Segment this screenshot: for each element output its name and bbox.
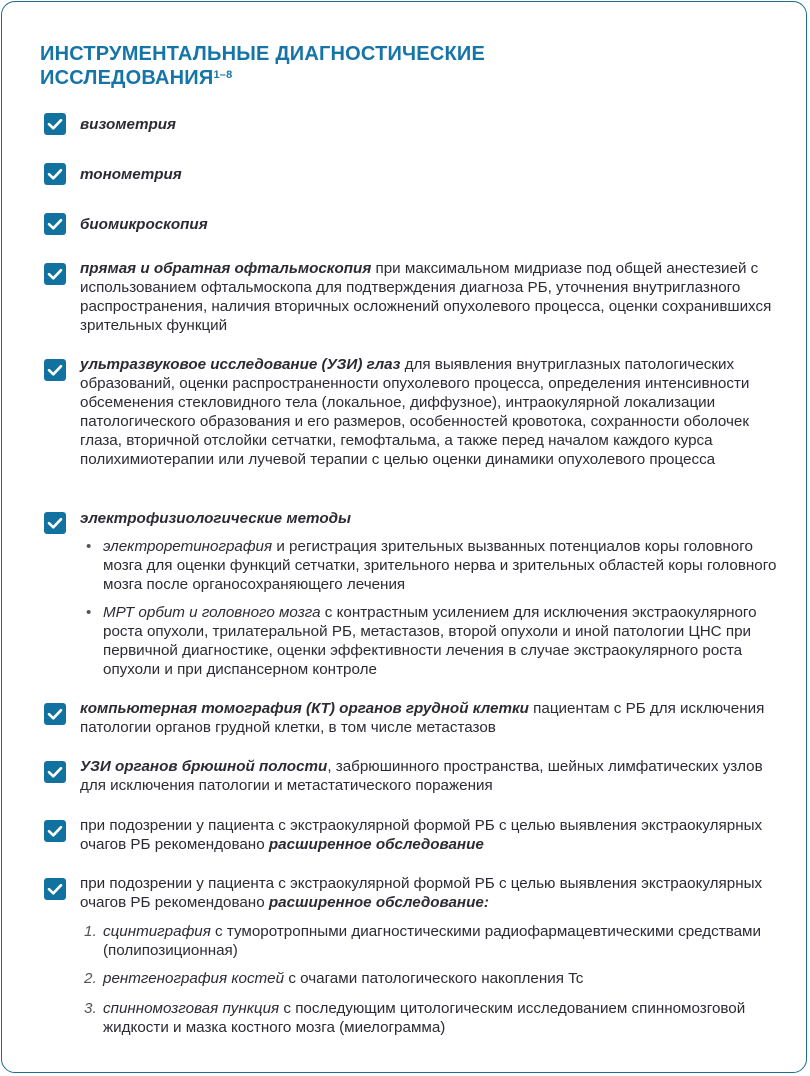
checkmark-icon [44, 263, 66, 285]
list-item-ultrasound-eye: ультразвуковое исследование (УЗИ) глаз для выявления внутриглазных патологических образований, оценки распространенности опухолевого процесса, определения интенсивности обсеменения стекловидного тела (локальное, диффузное), интраокулярной локализации патологического образования и его размеров, особенностей кровотока, сохранности оболочек глаза, вторичной отслойки сетчатки, гемофтальма, а также перед началом каждого курса полихимиотерапии или лучевой терапии с целью оценки динамики опухолевого процесса [44, 355, 780, 469]
checkmark-icon [44, 761, 66, 783]
number-marker: 1. [84, 923, 97, 940]
list-item-tonometry: тонометрия [44, 163, 780, 184]
numbered-item-lumbar-puncture: 3. спинномозговая пункция с последующим цитологическим исследованием спинномозговой жидкости и мазка костного мозга (миелограмма) [84, 1000, 746, 1036]
bullet-marker: • [86, 538, 92, 555]
list-item-electrophysiology: электрофизиологические методы [44, 509, 780, 528]
number-marker: 3. [84, 1000, 97, 1017]
checkmark-icon [44, 213, 66, 235]
list-item-ophthalmoscopy: прямая и обратная офтальмоскопия при максимальном мидриазе под общей анестезией с использованием офтальмоскопа для подтверждения диагноза РБ, уточнения внутриглазного распространения, наличия вторичных осложнений опухолевого процесса, оценки сохранившихся зрительных функций [44, 259, 780, 335]
checkmark-icon [44, 703, 66, 725]
list-item-extended-exam: при подозрении у пациента с экстраокулярной формой РБ с целью выявления экстраокулярных очагов РБ рекомендовано расширенное обследование [44, 816, 780, 854]
checkmark-icon [44, 359, 66, 381]
bullet-marker: • [86, 604, 92, 621]
list-item-chest-ct: компьютерная томография (КТ) органов грудной клетки пациентам с РБ для исключения патологии органов грудной клетки, в том числе метастазов [44, 699, 780, 737]
number-marker: 2. [84, 970, 97, 987]
numbered-item-radiography: 2. рентгенография костей с очагами патологического накопления Tc [84, 970, 584, 987]
checkmark-icon [44, 512, 66, 534]
page-title: ИНСТРУМЕНТАЛЬНЫЕ ДИАГНОСТИЧЕСКИЕ ИССЛЕДОВАНИЯ$^{1-8}$ [40, 43, 486, 89]
bullet-item-mri: • МРТ орбит и головного мозга с контрастным усилением для исключения экстраокулярного роста опухоли, трилатеральной РБ, метастазов, второй опухоли и иной патологии ЦНС при первичной диагностике, оценки эффективности лечения в случае экстраокулярного роста опухоли и при диспансерном контроле [86, 604, 757, 678]
checkmark-icon [44, 163, 66, 185]
list-item-visometry: визометрия [44, 113, 780, 134]
reference-superscript: 1–8 [213, 69, 233, 81]
numbered-item-scintigraphy: 1. сцинтиграфия с туморотропными диагностическими радиофармацевтическими средствами (полипозиционная) [84, 923, 761, 959]
checkmark-icon [44, 820, 66, 842]
bullet-item-electroretinography: • электроретинография и регистрация зрительных вызванных потенциалов коры головного мозга для оценки функций сетчатки, зрительного нерва и зрительных областей коры головного мозга после органосохраняющего лечения [86, 538, 777, 593]
checkmark-icon [44, 113, 66, 135]
list-item-biomicroscopy: биомикроскопия [44, 213, 780, 234]
list-item-abdominal-ultrasound: УЗИ органов брюшной полости, забрюшинного пространства, шейных лимфатических узлов для исключения патологии и метастатического поражения [44, 757, 780, 795]
checkmark-icon [44, 878, 66, 900]
list-item-extended-exam-list: при подозрении у пациента с экстраокулярной формой РБ с целью выявления экстраокулярных очагов РБ рекомендовано расширенное обследование: [44, 874, 780, 912]
